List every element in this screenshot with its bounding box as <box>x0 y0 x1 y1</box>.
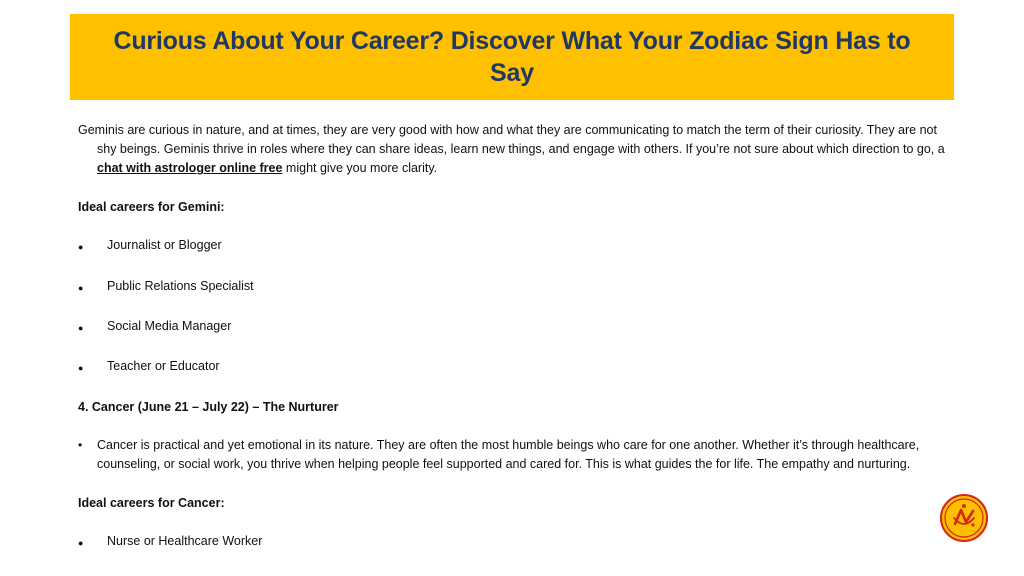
bullet-icon: ● <box>78 282 84 293</box>
page-title: Curious About Your Career? Discover What Your Zodiac Sign Has to Say <box>113 27 911 87</box>
gemini-intro-paragraph <box>78 121 948 179</box>
chat-with-astrologer-link[interactable]: chat with astrologer online free <box>97 161 283 176</box>
article-body <box>78 121 948 553</box>
career-item: Nurse or Healthcare Worker <box>107 534 263 549</box>
bullet-icon: ● <box>78 242 84 253</box>
gemini-intro-text: Geminis are curious in nature, and at times, they are very good with how and what they are communicating to match the term of their curiosity. They are not shy beings. Geminis thrive in roles where they can share ideas, learn new things, and engage with others. If you’re not sure about which direction to go, a <box>78 123 945 157</box>
career-item: Social Media Manager <box>107 318 232 333</box>
cancer-section-heading: 4. Cancer (June 21 – July 22) – The Nurturer <box>78 399 339 414</box>
bullet-icon: ● <box>78 363 84 374</box>
title-banner <box>70 14 954 100</box>
list-item <box>78 317 948 338</box>
gemini-careers-heading: Ideal careers for Gemini: <box>78 199 225 214</box>
gemini-intro-text-end: might give you more clarity. <box>282 161 438 176</box>
bullet-icon: ● <box>78 538 84 549</box>
list-item <box>78 436 948 474</box>
career-item: Teacher or Educator <box>107 359 220 374</box>
career-item: Public Relations Specialist <box>107 278 254 293</box>
career-item: Journalist or Blogger <box>107 238 222 253</box>
cancer-careers-heading: Ideal careers for Cancer: <box>78 495 225 510</box>
list-item <box>78 357 948 378</box>
astrology-brand-logo-icon <box>940 494 988 542</box>
list-item <box>78 277 948 298</box>
list-item <box>78 236 948 257</box>
list-item <box>78 532 948 553</box>
cancer-description: Cancer is practical and yet emotional in its nature. They are often the most humble beings who care for one another. Whether it’s through healthcare, counseling, or social work, you thrive when helping people feel supported and cared for. This is what guides the for life. The empathy and nurturing. <box>97 438 920 472</box>
bullet-icon: ● <box>78 322 84 333</box>
bullet-icon: • <box>78 438 83 453</box>
